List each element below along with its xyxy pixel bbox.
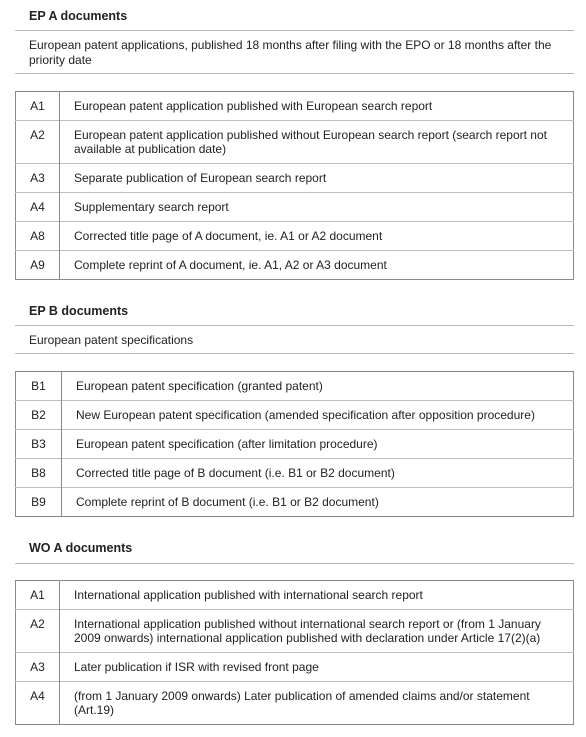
description-cell: New European patent specification (amended specification after opposition procedure) [62, 401, 574, 430]
table-row [16, 682, 574, 725]
divider [15, 563, 574, 564]
code-cell: A9 [16, 251, 60, 280]
table-row [16, 430, 574, 459]
description-cell: International application published without international search report or (from 1 January 2009 onwards) international application published with declaration under Article 17(2)(a) [60, 610, 574, 653]
table-row [16, 581, 574, 610]
divider [15, 325, 574, 326]
code-cell: B9 [16, 488, 62, 517]
table-row [16, 121, 574, 164]
ep-b-table [15, 371, 574, 517]
ep-a-table [15, 91, 574, 280]
table-row [16, 653, 574, 682]
description-cell: Complete reprint of A document, ie. A1, A2 or A3 document [60, 251, 574, 280]
code-cell: B1 [16, 372, 62, 401]
description-cell: European patent application published without European search report (search report not available at publication date) [60, 121, 574, 164]
code-cell: A3 [16, 164, 60, 193]
code-cell: A8 [16, 222, 60, 251]
code-cell: A2 [16, 121, 60, 164]
code-cell: A3 [16, 653, 60, 682]
table-row [16, 222, 574, 251]
table-row [16, 488, 574, 517]
table-row [16, 92, 574, 121]
code-cell: B8 [16, 459, 62, 488]
wo-a-table [15, 580, 574, 725]
description-cell: Separate publication of European search report [60, 164, 574, 193]
description-cell: (from 1 January 2009 onwards) Later publication of amended claims and/or statement (Art.19) [60, 682, 574, 725]
description-cell: International application published with international search report [74, 588, 423, 602]
description-cell: European patent application published with European search report [74, 99, 433, 113]
divider [15, 353, 574, 354]
code-cell: A1 [16, 581, 60, 610]
description-cell: Corrected title page of A document, ie. A1 or A2 document [60, 222, 574, 251]
code-cell: A1 [16, 92, 60, 121]
table-row [16, 164, 574, 193]
description-cell: Supplementary search report [60, 193, 574, 222]
description-cell: Corrected title page of B document (i.e. B1 or B2 document) [62, 459, 574, 488]
description-cell: Later publication if ISR with revised front page [60, 653, 574, 682]
table-row [16, 372, 574, 401]
code-cell: A2 [16, 610, 60, 653]
code-cell: A4 [16, 193, 60, 222]
code-cell: B3 [16, 430, 62, 459]
ep-a-title: EP A documents [29, 9, 128, 23]
wo-a-title: WO A documents [29, 541, 133, 555]
table-row [16, 193, 574, 222]
code-cell: A4 [16, 682, 60, 725]
table-row [16, 251, 574, 280]
table-row [16, 610, 574, 653]
ep-b-title: EP B documents [29, 304, 129, 318]
ep-b-description: European patent specifications [29, 333, 194, 347]
divider [15, 73, 574, 74]
description-cell: European patent specification (granted patent) [76, 379, 323, 393]
table-row [16, 401, 574, 430]
ep-a-description: European patent applications, published 18 months after filing with the EPO or 18 months after the priority date [29, 38, 552, 67]
divider [15, 30, 574, 31]
description-cell: European patent specification (after limitation procedure) [62, 430, 574, 459]
description-cell: Complete reprint of B document (i.e. B1 or B2 document) [62, 488, 574, 517]
code-cell: B2 [16, 401, 62, 430]
table-row [16, 459, 574, 488]
